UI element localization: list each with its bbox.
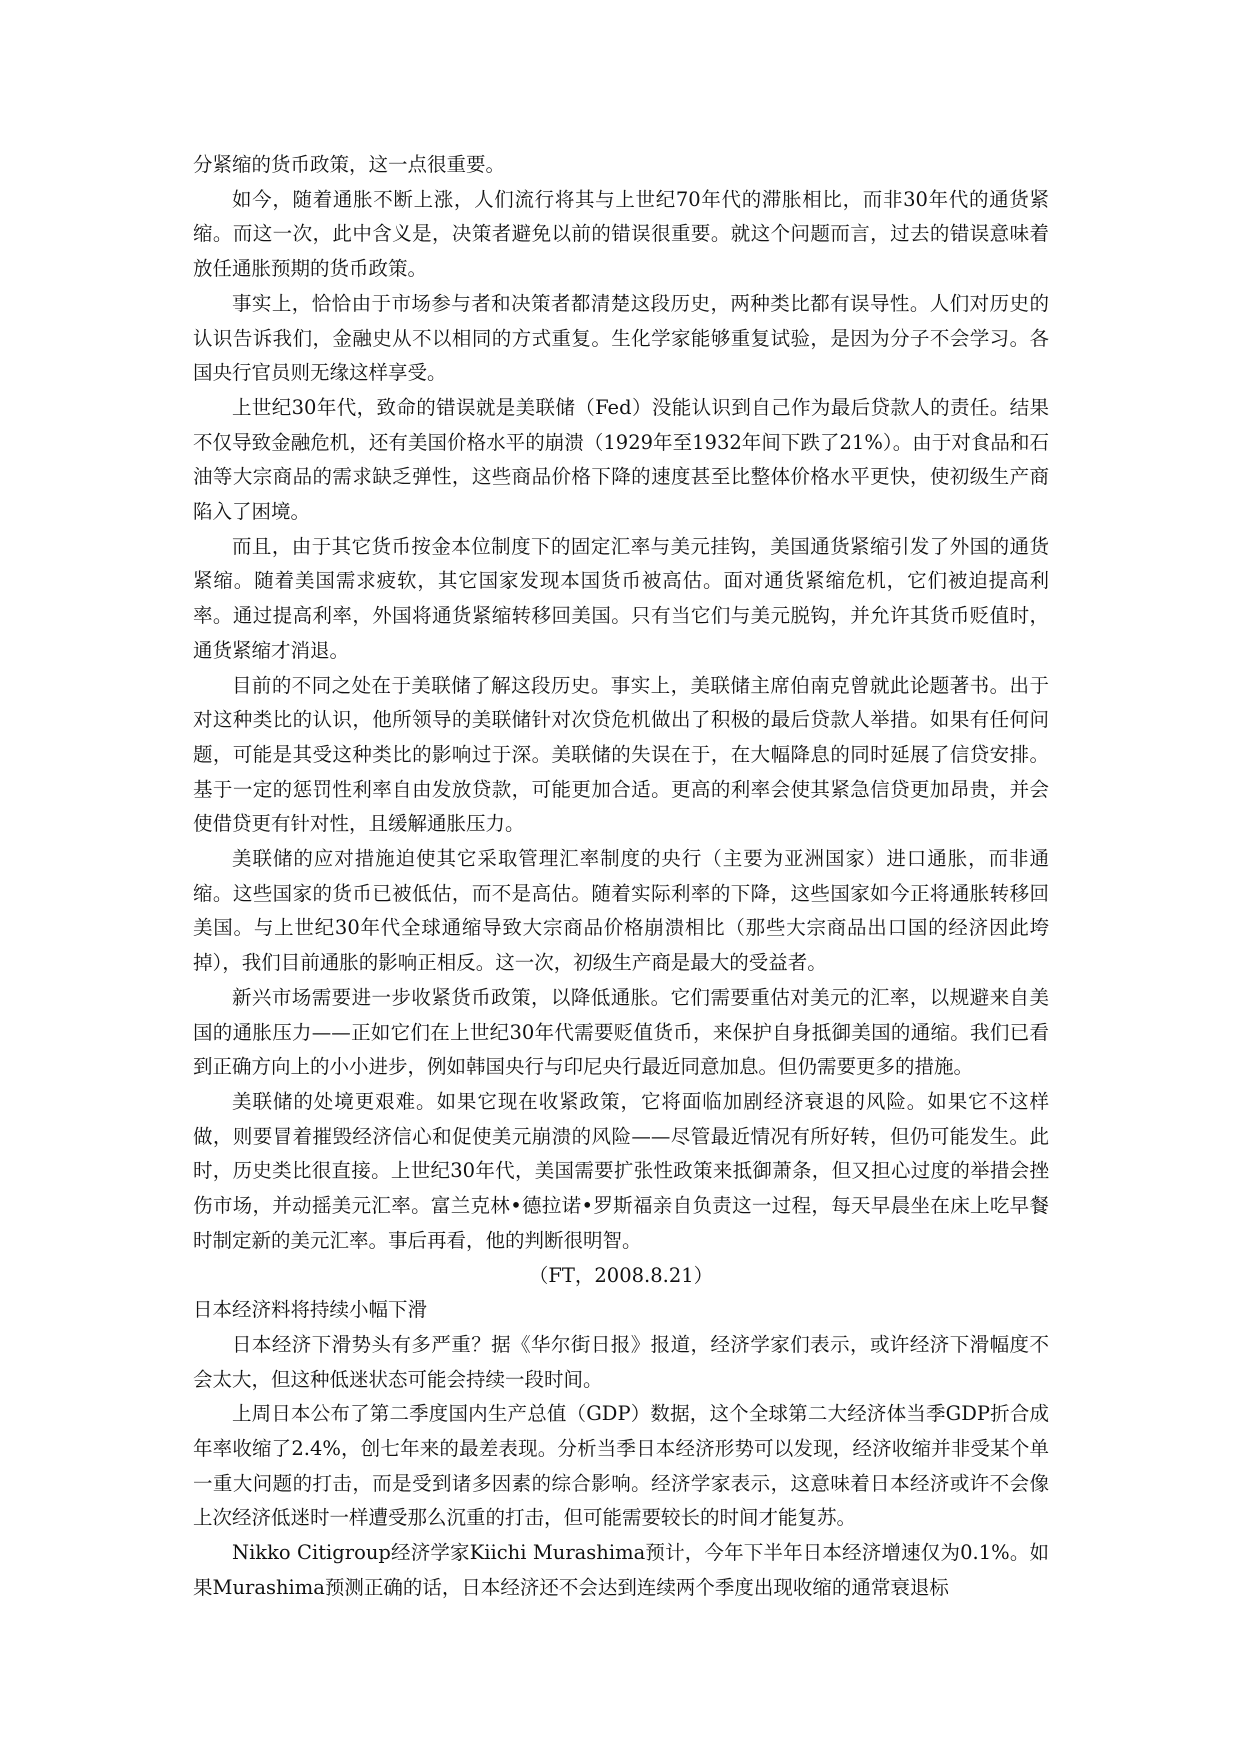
- paragraph: 如今，随着通胀不断上涨，人们流行将其与上世纪70年代的滞胀相比，而非30年代的通货紧缩。而这一次，此中含义是，决策者避免以前的错误很重要。就这个问题而言，过去的错误意味着放任通胀预期的货币政策。: [193, 187, 1049, 281]
- paragraph: 目前的不同之处在于美联储了解这段历史。事实上，美联储主席伯南克曾就此论题著书。出于对这种类比的认识，他所领导的美联储针对次贷危机做出了积极的最后贷款人举措。如果有任何问题，可能是其受这种类比的影响过于深。美联储的失误在于，在大幅降息的同时延展了信贷安排。基于一定的惩罚性利率自由发放贷款，可能更加合适。更高的利率会使其紧急信贷更加昂贵，并会使借贷更有针对性，且缓解通胀压力。: [193, 673, 1049, 836]
- paragraph: 事实上，恰恰由于市场参与者和决策者都清楚这段历史，两种类比都有误导性。人们对历史的认识告诉我们，金融史从不以相同的方式重复。生化学家能够重复试验，是因为分子不会学习。各国央行官员则无缘这样享受。: [193, 291, 1049, 385]
- source-citation: （FT，2008.8.21）: [528, 1263, 714, 1287]
- paragraph: 新兴市场需要进一步收紧货币政策，以降低通胀。它们需要重估对美元的汇率，以规避来自美国的通胀压力——正如它们在上世纪30年代需要贬值货币，来保护自身抵御美国的通缩。我们已看到正确方向上的小小进步，例如韩国央行与印尼央行最近同意加息。但仍需要更多的措施。: [193, 985, 1049, 1079]
- article-heading: 日本经济料将持续小幅下滑: [193, 1298, 428, 1322]
- paragraph: 上周日本公布了第二季度国内生产总值（GDP）数据，这个全球第二大经济体当季GDP折合成年率收缩了2.4%，创七年来的最差表现。分析当季日本经济形势可以发现，经济收缩并非受某个单一重大问题的打击，而是受到诸多因素的综合影响。经济学家表示，这意味着日本经济或许不会像上次经济低迷时一样遭受那么沉重的打击，但可能需要较长的时间才能复苏。: [193, 1402, 1049, 1530]
- paragraph: 美联储的处境更艰难。如果它现在收紧政策，它将面临加剧经济衰退的风险。如果它不这样做，则要冒着摧毁经济信心和促使美元崩溃的风险——尽管最近情况有所好转，但仍可能发生。此时，历史类比很直接。上世纪30年代，美国需要扩张性政策来抵御萧条，但又担心过度的举措会挫伤市场，并动摇美元汇率。富兰克林•德拉诺•罗斯福亲自负责这一过程，每天早晨坐在床上吃早餐时制定新的美元汇率。事后再看，他的判断很明智。: [193, 1089, 1049, 1252]
- article-body: [193, 148, 1049, 1606]
- paragraph: 分紧缩的货币政策，这一点很重要。: [193, 153, 506, 176]
- paragraph: 美联储的应对措施迫使其它采取管理汇率制度的央行（主要为亚洲国家）进口通胀，而非通缩。这些国家的货币已被低估，而不是高估。随着实际利率的下降，这些国家如今正将通胀转移回美国。与上世纪30年代全球通缩导致大宗商品价格崩溃相比（那些大宗商品出口国的经济因此垮掉），我们目前通胀的影响正相反。这一次，初级生产商是最大的受益者。: [193, 847, 1049, 975]
- paragraph: 上世纪30年代，致命的错误就是美联储（Fed）没能认识到自己作为最后贷款人的责任。结果不仅导致金融危机，还有美国价格水平的崩溃（1929年至1932年间下跌了21%）。由于对食品和石油等大宗商品的需求缺乏弹性，这些商品价格下降的速度甚至比整体价格水平更快，使初级生产商陷入了困境。: [193, 395, 1049, 524]
- paragraph: 而且，由于其它货币按金本位制度下的固定汇率与美元挂钩，美国通货紧缩引发了外国的通货紧缩。随着美国需求疲软，其它国家发现本国货币被高估。面对通货紧缩危机，它们被迫提高利率。通过提高利率，外国将通货紧缩转移回美国。只有当它们与美元脱钩，并允许其货币贬值时，通货紧缩才消退。: [193, 534, 1049, 662]
- paragraph: Nikko Citigroup经济学家Kiichi Murashima预计，今年下半年日本经济增速仅为0.1%。如果Murashima预测正确的话，日本经济还不会达到连续两个季度出现收缩的通常衰退标: [193, 1541, 1049, 1599]
- paragraph: 日本经济下滑势头有多严重？据《华尔街日报》报道，经济学家们表示，或许经济下滑幅度不会太大，但这种低迷状态可能会持续一段时间。: [193, 1332, 1049, 1391]
